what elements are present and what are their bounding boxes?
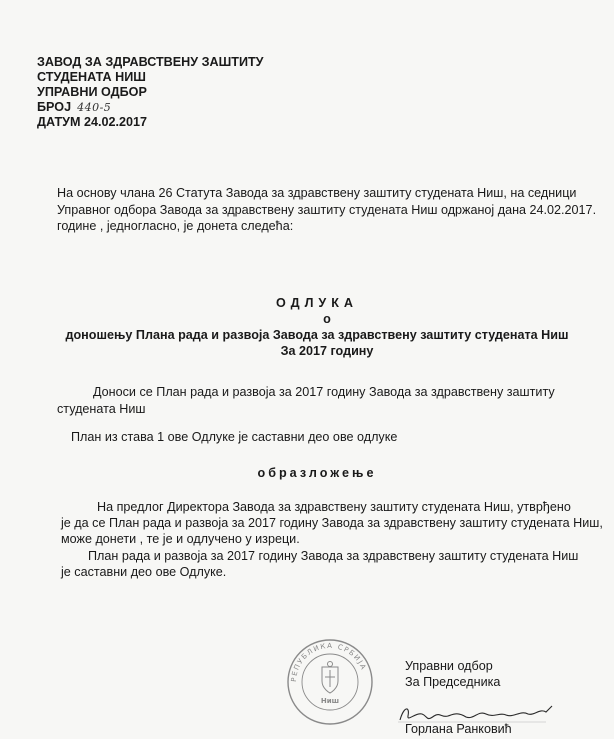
decision-subject-line1: доношењу Плана рада и развоја Завода за здравствену заштиту студената Ниш [65, 328, 569, 342]
body-para1-line2: студената Ниш [57, 402, 146, 416]
signatory-name: Горлана Ранковић [405, 722, 512, 736]
body-para1-line1: Доноси се План рада и развоја за 2017 годину Завода за здравствену заштиту [93, 385, 555, 399]
signature-body: Управни одбор [405, 659, 493, 673]
reasoning-title: образложење [257, 466, 377, 480]
document-header [37, 55, 264, 130]
handwritten-signature [396, 702, 556, 726]
org-name-line1: ЗАВОД ЗА ЗДРАВСТВЕНУ ЗАШТИТУ [37, 55, 264, 69]
stamp-city: Ниш [320, 697, 340, 705]
decision-title: ОДЛУКА [275, 296, 359, 310]
official-stamp [285, 637, 375, 727]
reasoning-line-5: је саставни део ове Одлуке. [61, 565, 227, 579]
reasoning-line-4: План рада и развоја за 2017 годину Завода за здравствену заштиту студената Ниш [88, 549, 579, 563]
org-name-line2: СТУДЕНАТА НИШ [37, 70, 146, 84]
stamp-ring-text: РЕПУБЛИКА СРБИЈА [289, 641, 368, 683]
intro-line-1: На основу члана 26 Статута Завода за здравствену заштиту студената Ниш, на седници [57, 186, 577, 200]
reasoning-line-1: На предлог Директора Завода за здравствену заштиту студената Ниш, утврђено [97, 500, 571, 514]
decision-subject-line2: За 2017 годину [280, 344, 374, 358]
document-date: ДАТУМ 24.02.2017 [37, 115, 147, 129]
document-number [37, 100, 264, 115]
governing-body: УПРАВНИ ОДБОР [37, 85, 147, 99]
reasoning-line-2: је да се План рада и развоја за 2017 годину Завода за здравствену заштиту студената Ниш, [61, 516, 603, 530]
document-number-value: 440-5 [77, 101, 112, 114]
signature-role: За Председника [405, 675, 501, 689]
reasoning-line-3: може донети , те је и одлучено у изреци. [61, 532, 300, 546]
intro-line-2: Управног одбора Завода за здравствену заштиту студената Ниш одржаној дана 24.02.2017. [57, 203, 597, 217]
coat-of-arms-icon [322, 662, 338, 694]
document-number-label: БРОЈ [37, 100, 72, 114]
decision-subtitle: о [323, 312, 331, 326]
body-para2: План из става 1 ове Одлуке је саставни део ове одлуке [71, 430, 398, 444]
intro-line-3: године , једногласно, је донета следећа: [57, 219, 294, 233]
